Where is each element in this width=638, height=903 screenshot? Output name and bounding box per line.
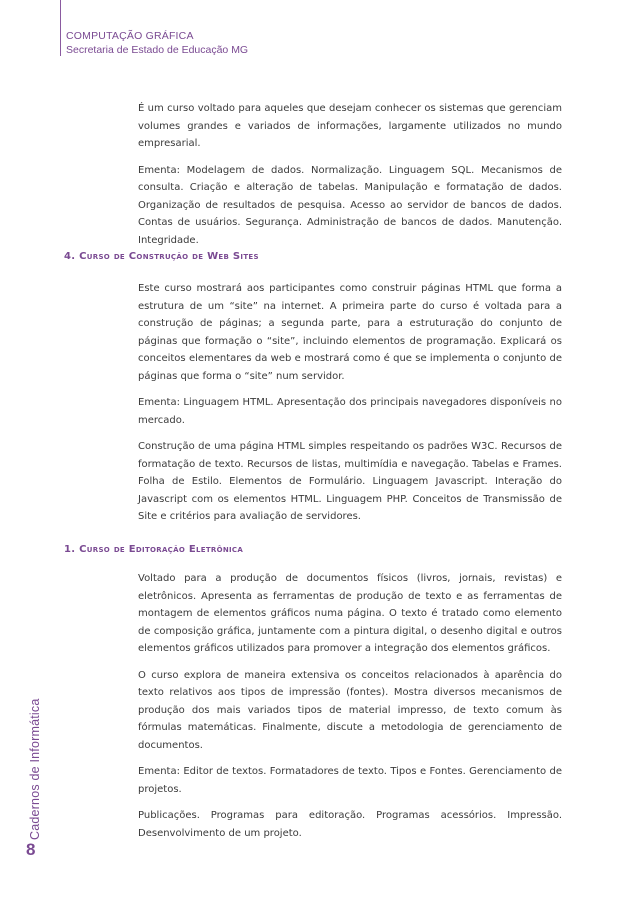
- header-subtitle: Secretaria de Estado de Educação MG: [66, 44, 249, 56]
- section-heading-editoracao: 1. Curso de Editoração Eletrônica: [64, 544, 244, 555]
- editoracao-paragraph-4: Publicações. Programas para editoração. Programas acessórios. Impressão. Desenvolvimento de um projeto.: [138, 810, 562, 839]
- web-paragraph-1: Este curso mostrará aos participantes como construir páginas HTML que forma a estrutura de um “site” na internet. A primeira parte do curso é voltada para a construção de páginas; a segunda parte, para a estruturação do conjunto de páginas que formação o “site”, incluindo elementos de programação. Explicará os conceitos elementares da web e mostrará como é que se implementa o conjunto de páginas que forma o “site” num servidor.: [138, 283, 562, 382]
- intro-paragraph-1: É um curso voltado para aqueles que desejam conhecer os sistemas que gerenciam volumes grandes e variados de informações, largamente utilizados no mundo empresarial.: [138, 103, 562, 149]
- editoracao-paragraph-2: O curso explora de maneira extensiva os conceitos relacionados à aparência do texto relativos aos tipos de impressão (fontes). Mostra diversos mecanismos de produção dos mais variados tipos de material impresso, de texto comum às fórmulas matemáticas. Finalmente, discute a metodologia de gerenciamento de documentos.: [138, 669, 562, 751]
- web-paragraph-3: Construção de uma página HTML simples respeitando os padrões W3C. Recursos de formatação de texto. Recursos de listas, multimídia e navegação. Tabelas e Frames. Folha de Estilo. Elementos de Formulário. Linguagem Javascript. Interação do Javascript com os elementos HTML. Linguagem PHP. Conceitos de Transmissão de Site e critérios para avaliação de servidores.: [138, 441, 562, 522]
- header-rule: [60, 0, 61, 56]
- sidebar-label: Cadernos de Informática: [28, 698, 42, 840]
- intro-block: [138, 100, 562, 258]
- editoracao-paragraph-1: Voltado para a produção de documentos físicos (livros, jornais, revistas) e eletrônicos. Apresenta as ferramentas de produção de texto e as ferramentas de montagem de elementos gráficos numa página. O texto é tratado como elemento de composição gráfica, juntamente com a pintura digital, o desenho digital e outros elementos gráficos utilizados para promover a integração dos elementos gráficos.: [138, 573, 562, 654]
- intro-paragraph-2: Ementa: Modelagem de dados. Normalização. Linguagem SQL. Mecanismos de consulta. Criação e alteração de tabelas. Manipulação e formatação de dados. Organização de resultados de pesquisa. Acesso ao servidor de bancos de dados. Contas de usuários. Segurança. Administração de bancos de dados. Manutenção. Integridade.: [138, 164, 562, 246]
- editoracao-paragraph-3: Ementa: Editor de textos. Formatadores de texto. Tipos e Fontes. Gerenciamento de projetos.: [138, 766, 562, 795]
- web-sites-block: [138, 280, 562, 535]
- page-number: 8: [26, 840, 36, 859]
- header-title: COMPUTAÇÃO GRÁFICA: [66, 30, 194, 42]
- section-heading-web-sites: 4. Curso de Construção de Web Sites: [64, 251, 259, 262]
- web-paragraph-2: Ementa: Linguagem HTML. Apresentação dos principais navegadores disponíveis no mercado.: [138, 397, 562, 426]
- editoracao-block: [138, 570, 562, 851]
